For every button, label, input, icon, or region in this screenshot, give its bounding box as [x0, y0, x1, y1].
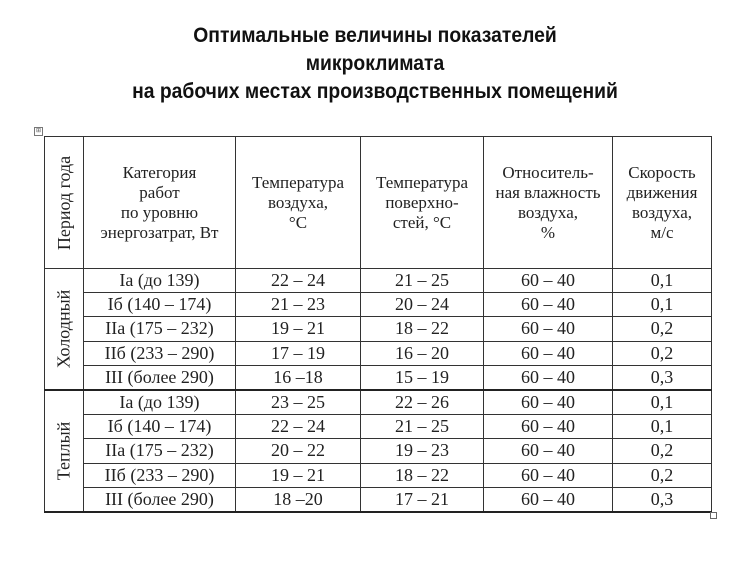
- air-temp-cell: 17 – 19: [236, 341, 361, 365]
- humidity-cell: 60 – 40: [484, 487, 613, 512]
- category-cell: IIб (233 – 290): [84, 463, 236, 487]
- header-text: Относитель-: [502, 162, 594, 182]
- header-text: ная влажность: [495, 182, 601, 202]
- page-title: [30, 22, 720, 106]
- air-temp-cell: 18 –20: [236, 487, 361, 512]
- header-row: [45, 137, 712, 269]
- air-speed-cell: 0,3: [613, 487, 712, 512]
- air-temp-cell: 22 – 24: [236, 269, 361, 293]
- surface-temp-cell: 22 – 26: [361, 390, 484, 415]
- air-speed-cell: 0,1: [613, 293, 712, 317]
- surface-temp-cell: 21 – 25: [361, 269, 484, 293]
- header-category: [84, 137, 236, 269]
- header-text: Температура: [251, 172, 345, 192]
- category-cell: IIа (175 – 232): [84, 317, 236, 341]
- title-line-3: на рабочих местах производственных помещений: [132, 80, 618, 103]
- air-speed-cell: 0,3: [613, 365, 712, 390]
- table-row: [45, 463, 712, 487]
- header-text: энергозатрат, Вт: [100, 222, 219, 242]
- category-cell: III (более 290): [84, 487, 236, 512]
- table-row: [45, 390, 712, 415]
- table-row: [45, 365, 712, 390]
- air-temp-cell: 19 – 21: [236, 463, 361, 487]
- air-speed-cell: 0,1: [613, 269, 712, 293]
- header-text: °С: [288, 212, 308, 232]
- period-label: Теплый: [53, 421, 74, 481]
- humidity-cell: 60 – 40: [484, 390, 613, 415]
- header-text: %: [540, 222, 556, 242]
- header-text: движения: [626, 182, 698, 202]
- humidity-cell: 60 – 40: [484, 293, 613, 317]
- header-text: воздуха,: [517, 202, 579, 222]
- surface-temp-cell: 21 – 25: [361, 415, 484, 439]
- header-text: воздуха,: [267, 192, 329, 212]
- category-cell: Iа (до 139): [84, 390, 236, 415]
- title-line-1: Оптимальные величины показателей: [193, 24, 557, 47]
- humidity-cell: 60 – 40: [484, 365, 613, 390]
- table-row: [45, 487, 712, 512]
- air-temp-cell: 19 – 21: [236, 317, 361, 341]
- table-row: [45, 439, 712, 463]
- period-label: Холодный: [53, 289, 74, 369]
- humidity-cell: 60 – 40: [484, 463, 613, 487]
- period-cell: [45, 269, 84, 391]
- surface-temp-cell: 20 – 24: [361, 293, 484, 317]
- header-text: поверхно-: [385, 192, 459, 212]
- table-resize-handle[interactable]: [710, 512, 717, 519]
- header-period: [45, 137, 84, 269]
- header-period-label: Период года: [54, 155, 74, 250]
- header-air-temp: [236, 137, 361, 269]
- table-row: [45, 269, 712, 293]
- air-speed-cell: 0,2: [613, 317, 712, 341]
- header-text: Категория: [122, 162, 197, 182]
- surface-temp-cell: 16 – 20: [361, 341, 484, 365]
- humidity-cell: 60 – 40: [484, 415, 613, 439]
- category-cell: IIа (175 – 232): [84, 439, 236, 463]
- header-text: по уровню: [120, 202, 199, 222]
- humidity-cell: 60 – 40: [484, 341, 613, 365]
- category-cell: III (более 290): [84, 365, 236, 390]
- microclimate-table: [44, 136, 712, 513]
- header-text: стей, °С: [392, 212, 452, 232]
- humidity-cell: 60 – 40: [484, 317, 613, 341]
- table-row: [45, 415, 712, 439]
- header-text: м/с: [650, 222, 674, 242]
- air-speed-cell: 0,1: [613, 390, 712, 415]
- air-speed-cell: 0,2: [613, 341, 712, 365]
- category-cell: Iб (140 – 174): [84, 415, 236, 439]
- air-temp-cell: 21 – 23: [236, 293, 361, 317]
- category-cell: Iа (до 139): [84, 269, 236, 293]
- air-temp-cell: 23 – 25: [236, 390, 361, 415]
- table-row: [45, 317, 712, 341]
- header-humidity: [484, 137, 613, 269]
- surface-temp-cell: 18 – 22: [361, 317, 484, 341]
- air-speed-cell: 0,2: [613, 463, 712, 487]
- category-cell: Iб (140 – 174): [84, 293, 236, 317]
- air-temp-cell: 20 – 22: [236, 439, 361, 463]
- header-text: воздуха,: [631, 202, 693, 222]
- table-row: [45, 293, 712, 317]
- humidity-cell: 60 – 40: [484, 439, 613, 463]
- air-temp-cell: 22 – 24: [236, 415, 361, 439]
- air-temp-cell: 16 –18: [236, 365, 361, 390]
- air-speed-cell: 0,1: [613, 415, 712, 439]
- period-cell: [45, 390, 84, 512]
- header-text: работ: [139, 182, 180, 202]
- surface-temp-cell: 15 – 19: [361, 365, 484, 390]
- humidity-cell: 60 – 40: [484, 269, 613, 293]
- surface-temp-cell: 19 – 23: [361, 439, 484, 463]
- table-body: [45, 269, 712, 513]
- title-line-2: микроклимата: [305, 52, 445, 75]
- air-speed-cell: 0,2: [613, 439, 712, 463]
- header-surface-temp: [361, 137, 484, 269]
- header-text: Температура: [375, 172, 469, 192]
- table-row: [45, 341, 712, 365]
- table-move-handle-icon[interactable]: ⊞: [35, 128, 42, 134]
- header-air-speed: [613, 137, 712, 269]
- surface-temp-cell: 17 – 21: [361, 487, 484, 512]
- category-cell: IIб (233 – 290): [84, 341, 236, 365]
- header-text: Скорость: [628, 162, 696, 182]
- surface-temp-cell: 18 – 22: [361, 463, 484, 487]
